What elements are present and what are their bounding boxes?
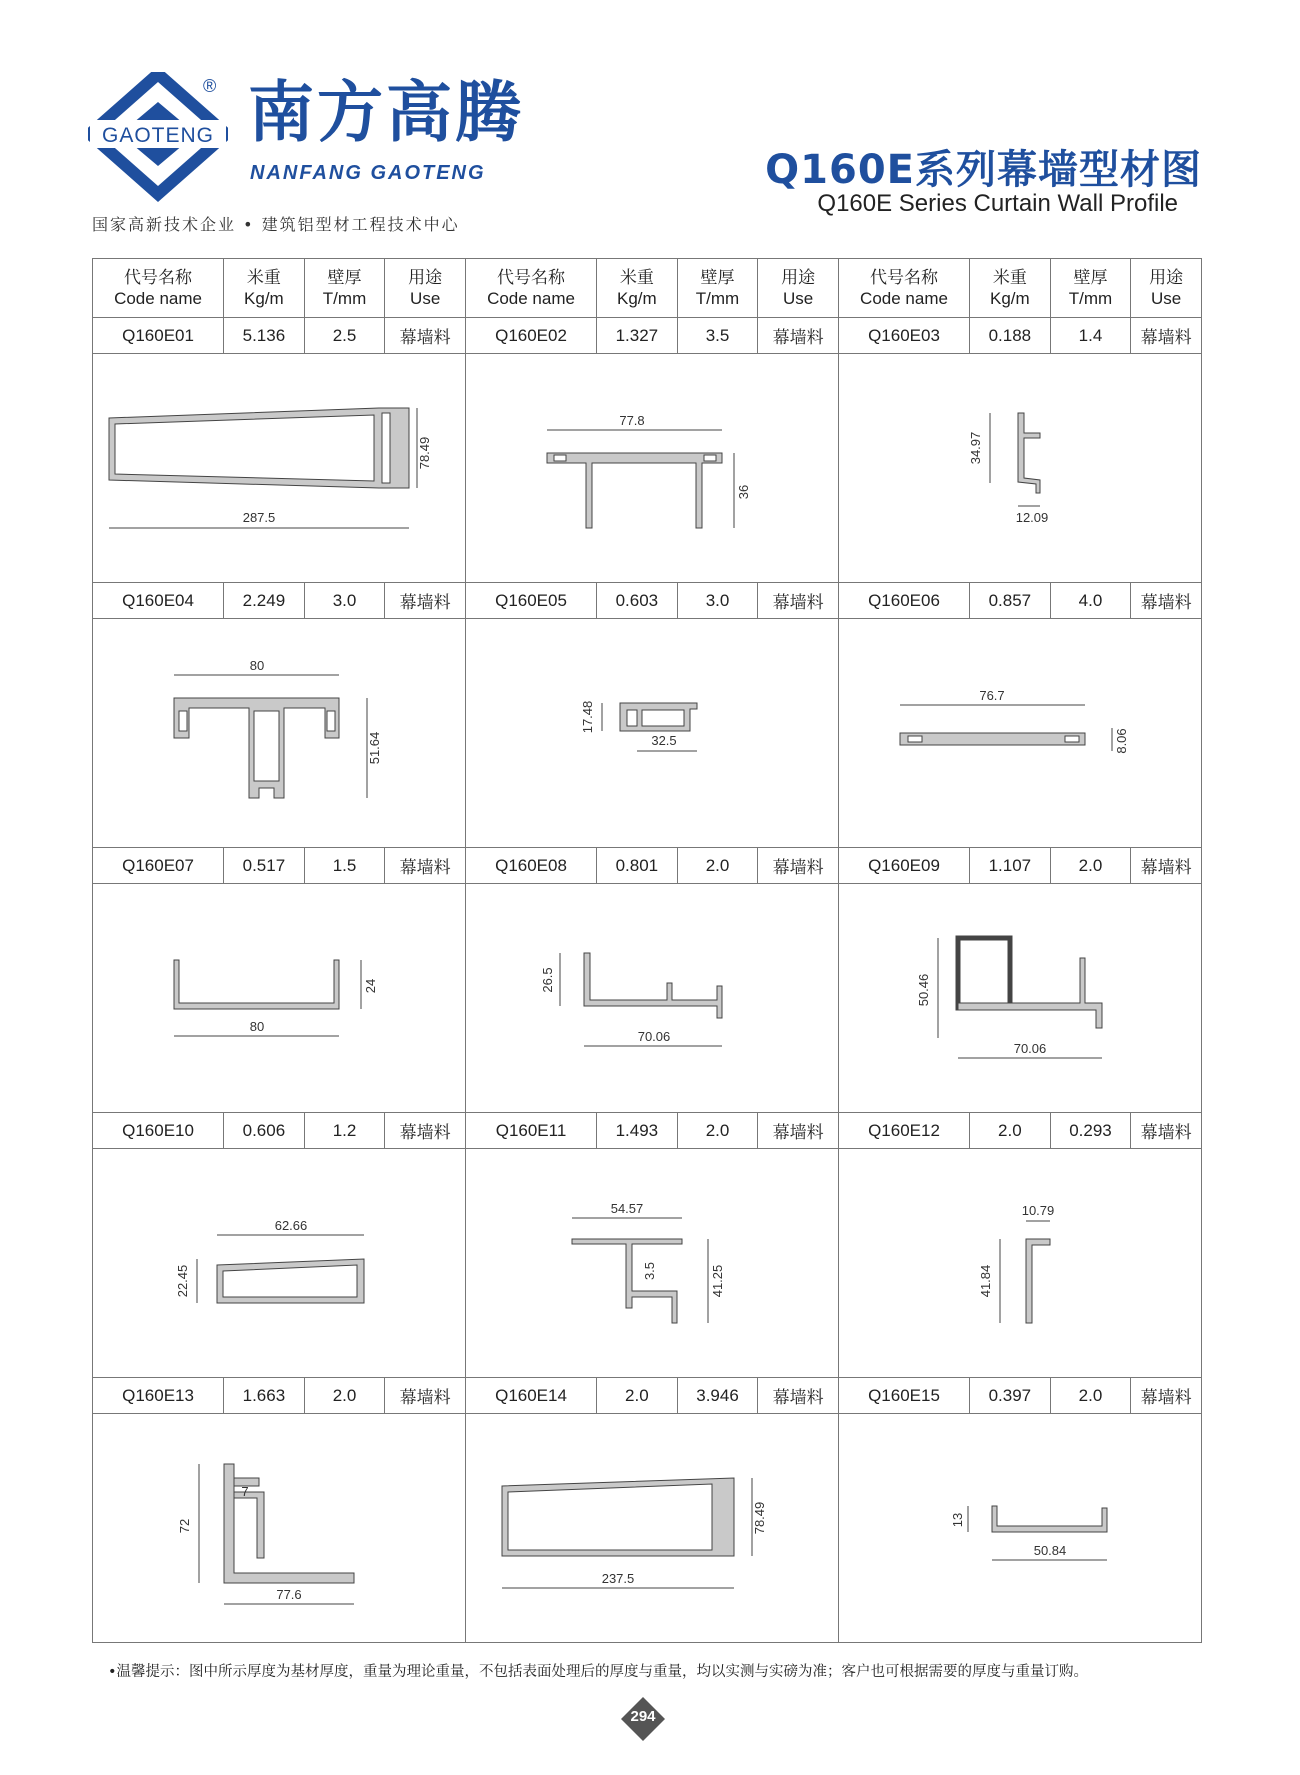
header-weight: 米重 Kg/m xyxy=(224,259,305,318)
header-thickness: 壁厚 T/mm xyxy=(1050,259,1131,318)
dim-label: 8.06 xyxy=(1113,728,1129,754)
dim-label: 72 xyxy=(176,1518,192,1534)
header-thickness: 壁厚 T/mm xyxy=(677,259,758,318)
dim-label: 287.5 xyxy=(242,510,276,525)
thickness-cell: 3.946 xyxy=(677,1378,758,1414)
thickness-cell: 2.0 xyxy=(677,1113,758,1149)
dim-label: 36 xyxy=(735,484,751,500)
use-cell: 幕墙料 xyxy=(1131,1378,1202,1414)
thickness-cell: 3.5 xyxy=(677,318,758,354)
code-cell: Q160E10 xyxy=(93,1113,224,1149)
weight-cell: 0.857 xyxy=(970,583,1051,619)
weight-cell: 1.663 xyxy=(224,1378,305,1414)
profile-drawing-q160e02 xyxy=(465,354,838,583)
table-row xyxy=(93,583,1202,619)
code-cell: Q160E08 xyxy=(465,848,596,884)
thickness-cell: 3.0 xyxy=(304,583,385,619)
profile-drawing-q160e11 xyxy=(465,1149,838,1378)
profile-drawing-q160e14 xyxy=(465,1414,838,1643)
profile-drawing-q160e08 xyxy=(465,884,838,1113)
use-cell: 幕墙料 xyxy=(385,318,466,354)
thickness-cell: 4.0 xyxy=(1050,583,1131,619)
profile-drawing-q160e07 xyxy=(93,884,466,1113)
dim-label: 26.5 xyxy=(539,967,555,993)
code-cell: Q160E07 xyxy=(93,848,224,884)
use-cell: 幕墙料 xyxy=(1131,1113,1202,1149)
drawing-row xyxy=(93,354,1202,583)
code-cell: Q160E12 xyxy=(838,1113,969,1149)
drawing-row xyxy=(93,1414,1202,1643)
dim-label: 41.84 xyxy=(977,1264,993,1298)
weight-cell: 2.0 xyxy=(597,1378,678,1414)
dim-label: 62.66 xyxy=(274,1218,308,1233)
weight-cell: 2.0 xyxy=(970,1113,1051,1149)
thickness-cell: 2.0 xyxy=(677,848,758,884)
profile-drawing-q160e09 xyxy=(838,884,1201,1113)
thickness-cell: 2.5 xyxy=(304,318,385,354)
header-use: 用途 Use xyxy=(385,259,466,318)
weight-cell: 0.603 xyxy=(597,583,678,619)
header-use: 用途 Use xyxy=(758,259,839,318)
dim-label: 51.64 xyxy=(366,731,382,765)
use-cell: 幕墙料 xyxy=(1131,318,1202,354)
table-row xyxy=(93,1378,1202,1414)
use-cell: 幕墙料 xyxy=(758,318,839,354)
table-row xyxy=(93,318,1202,354)
code-cell: Q160E15 xyxy=(838,1378,969,1414)
header-code: 代号名称 Code name xyxy=(93,259,224,318)
table-row xyxy=(93,848,1202,884)
dim-label: 12.09 xyxy=(1015,510,1049,525)
use-cell: 幕墙料 xyxy=(758,1113,839,1149)
code-cell: Q160E13 xyxy=(93,1378,224,1414)
page-title-cn: Q160E系列幕墙型材图 xyxy=(765,147,1202,193)
weight-cell: 0.606 xyxy=(224,1113,305,1149)
brand-name-en: NANFANG GAOTENG xyxy=(250,162,486,184)
profile-table xyxy=(92,258,1202,1643)
dim-label: 77.6 xyxy=(276,1587,302,1602)
table-header-row xyxy=(93,259,1202,318)
profile-drawing-q160e01 xyxy=(93,354,466,583)
thickness-cell: 1.5 xyxy=(304,848,385,884)
dim-label: 24 xyxy=(362,978,378,994)
dim-label: 78.49 xyxy=(416,436,432,470)
weight-cell: 0.397 xyxy=(970,1378,1051,1414)
profile-drawing-q160e06 xyxy=(838,619,1201,848)
use-cell: 幕墙料 xyxy=(1131,848,1202,884)
thickness-cell: 2.0 xyxy=(304,1378,385,1414)
header-code: 代号名称 Code name xyxy=(465,259,596,318)
thickness-cell: 2.0 xyxy=(1050,1378,1131,1414)
dim-label: 13 xyxy=(949,1512,965,1528)
company-tagline: 国家高新技术企业 • 建筑铝型材工程技术中心 xyxy=(92,215,460,234)
drawing-row xyxy=(93,1149,1202,1378)
profile-drawing-q160e05 xyxy=(465,619,838,848)
code-cell: Q160E01 xyxy=(93,318,224,354)
dim-label: 41.25 xyxy=(709,1264,725,1298)
profile-drawing-q160e15 xyxy=(838,1414,1201,1643)
dim-label: 22.45 xyxy=(174,1264,190,1298)
drawing-row xyxy=(93,619,1202,848)
thickness-cell: 1.2 xyxy=(304,1113,385,1149)
dim-label: 3.5 xyxy=(641,1261,657,1281)
profile-drawing-q160e12 xyxy=(838,1149,1201,1378)
weight-cell: 0.517 xyxy=(224,848,305,884)
header-weight: 米重 Kg/m xyxy=(970,259,1051,318)
code-cell: Q160E03 xyxy=(838,318,969,354)
weight-cell: 0.188 xyxy=(970,318,1051,354)
dim-label: 50.84 xyxy=(1033,1543,1067,1558)
code-cell: Q160E14 xyxy=(465,1378,596,1414)
code-cell: Q160E11 xyxy=(465,1113,596,1149)
dim-label: 32.5 xyxy=(651,733,677,748)
code-cell: Q160E04 xyxy=(93,583,224,619)
dim-label: 80 xyxy=(249,658,265,673)
dim-label: 50.46 xyxy=(915,973,931,1007)
dim-label: 7 xyxy=(241,1484,249,1499)
dim-label: 10.79 xyxy=(1021,1203,1055,1218)
thickness-cell: 2.0 xyxy=(1050,848,1131,884)
footer-note: •温馨提示：图中所示厚度为基材厚度，重量为理论重量，不包括表面处理后的厚度与重量，均以实测与实磅为准；客户也可根据需要的厚度与重量订购。 xyxy=(108,1664,1089,1680)
brand-name-cn: 南方高腾 xyxy=(248,74,524,151)
dim-label: 54.57 xyxy=(610,1201,644,1216)
weight-cell: 0.801 xyxy=(597,848,678,884)
use-cell: 幕墙料 xyxy=(758,848,839,884)
use-cell: 幕墙料 xyxy=(758,583,839,619)
thickness-cell: 3.0 xyxy=(677,583,758,619)
page-number: 294 xyxy=(630,1708,656,1725)
registered-mark: ® xyxy=(203,76,217,96)
code-cell: Q160E05 xyxy=(465,583,596,619)
header-weight: 米重 Kg/m xyxy=(597,259,678,318)
profile-drawing-q160e10 xyxy=(93,1149,466,1378)
dim-label: 70.06 xyxy=(1013,1041,1047,1056)
weight-cell: 1.327 xyxy=(597,318,678,354)
weight-cell: 1.493 xyxy=(597,1113,678,1149)
use-cell: 幕墙料 xyxy=(758,1378,839,1414)
dim-label: 80 xyxy=(249,1019,265,1034)
weight-cell: 1.107 xyxy=(970,848,1051,884)
header-use: 用途 Use xyxy=(1131,259,1202,318)
dim-label: 78.49 xyxy=(751,1501,767,1535)
table-row xyxy=(93,1113,1202,1149)
dim-label: 17.48 xyxy=(579,700,595,734)
profile-drawing-q160e03 xyxy=(838,354,1201,583)
weight-cell: 2.249 xyxy=(224,583,305,619)
code-cell: Q160E09 xyxy=(838,848,969,884)
header-thickness: 壁厚 T/mm xyxy=(304,259,385,318)
use-cell: 幕墙料 xyxy=(385,1113,466,1149)
page-title-en: Q160E Series Curtain Wall Profile xyxy=(817,190,1178,217)
page-number-badge xyxy=(620,1696,666,1742)
profile-drawing-q160e13 xyxy=(93,1414,466,1643)
code-cell: Q160E02 xyxy=(465,318,596,354)
thickness-cell: 0.293 xyxy=(1050,1113,1131,1149)
thickness-cell: 1.4 xyxy=(1050,318,1131,354)
drawing-row xyxy=(93,884,1202,1113)
use-cell: 幕墙料 xyxy=(385,848,466,884)
use-cell: 幕墙料 xyxy=(385,1378,466,1414)
dim-label: 77.8 xyxy=(619,413,645,428)
dim-label: 70.06 xyxy=(637,1029,671,1044)
dim-label: 34.97 xyxy=(967,431,983,465)
dim-label: 237.5 xyxy=(601,1571,635,1586)
code-cell: Q160E06 xyxy=(838,583,969,619)
profile-drawing-q160e04 xyxy=(93,619,466,848)
dim-label: 76.7 xyxy=(979,688,1005,703)
use-cell: 幕墙料 xyxy=(1131,583,1202,619)
weight-cell: 5.136 xyxy=(224,318,305,354)
use-cell: 幕墙料 xyxy=(385,583,466,619)
header-code: 代号名称 Code name xyxy=(838,259,969,318)
logo-text: GAOTENG xyxy=(101,124,215,147)
